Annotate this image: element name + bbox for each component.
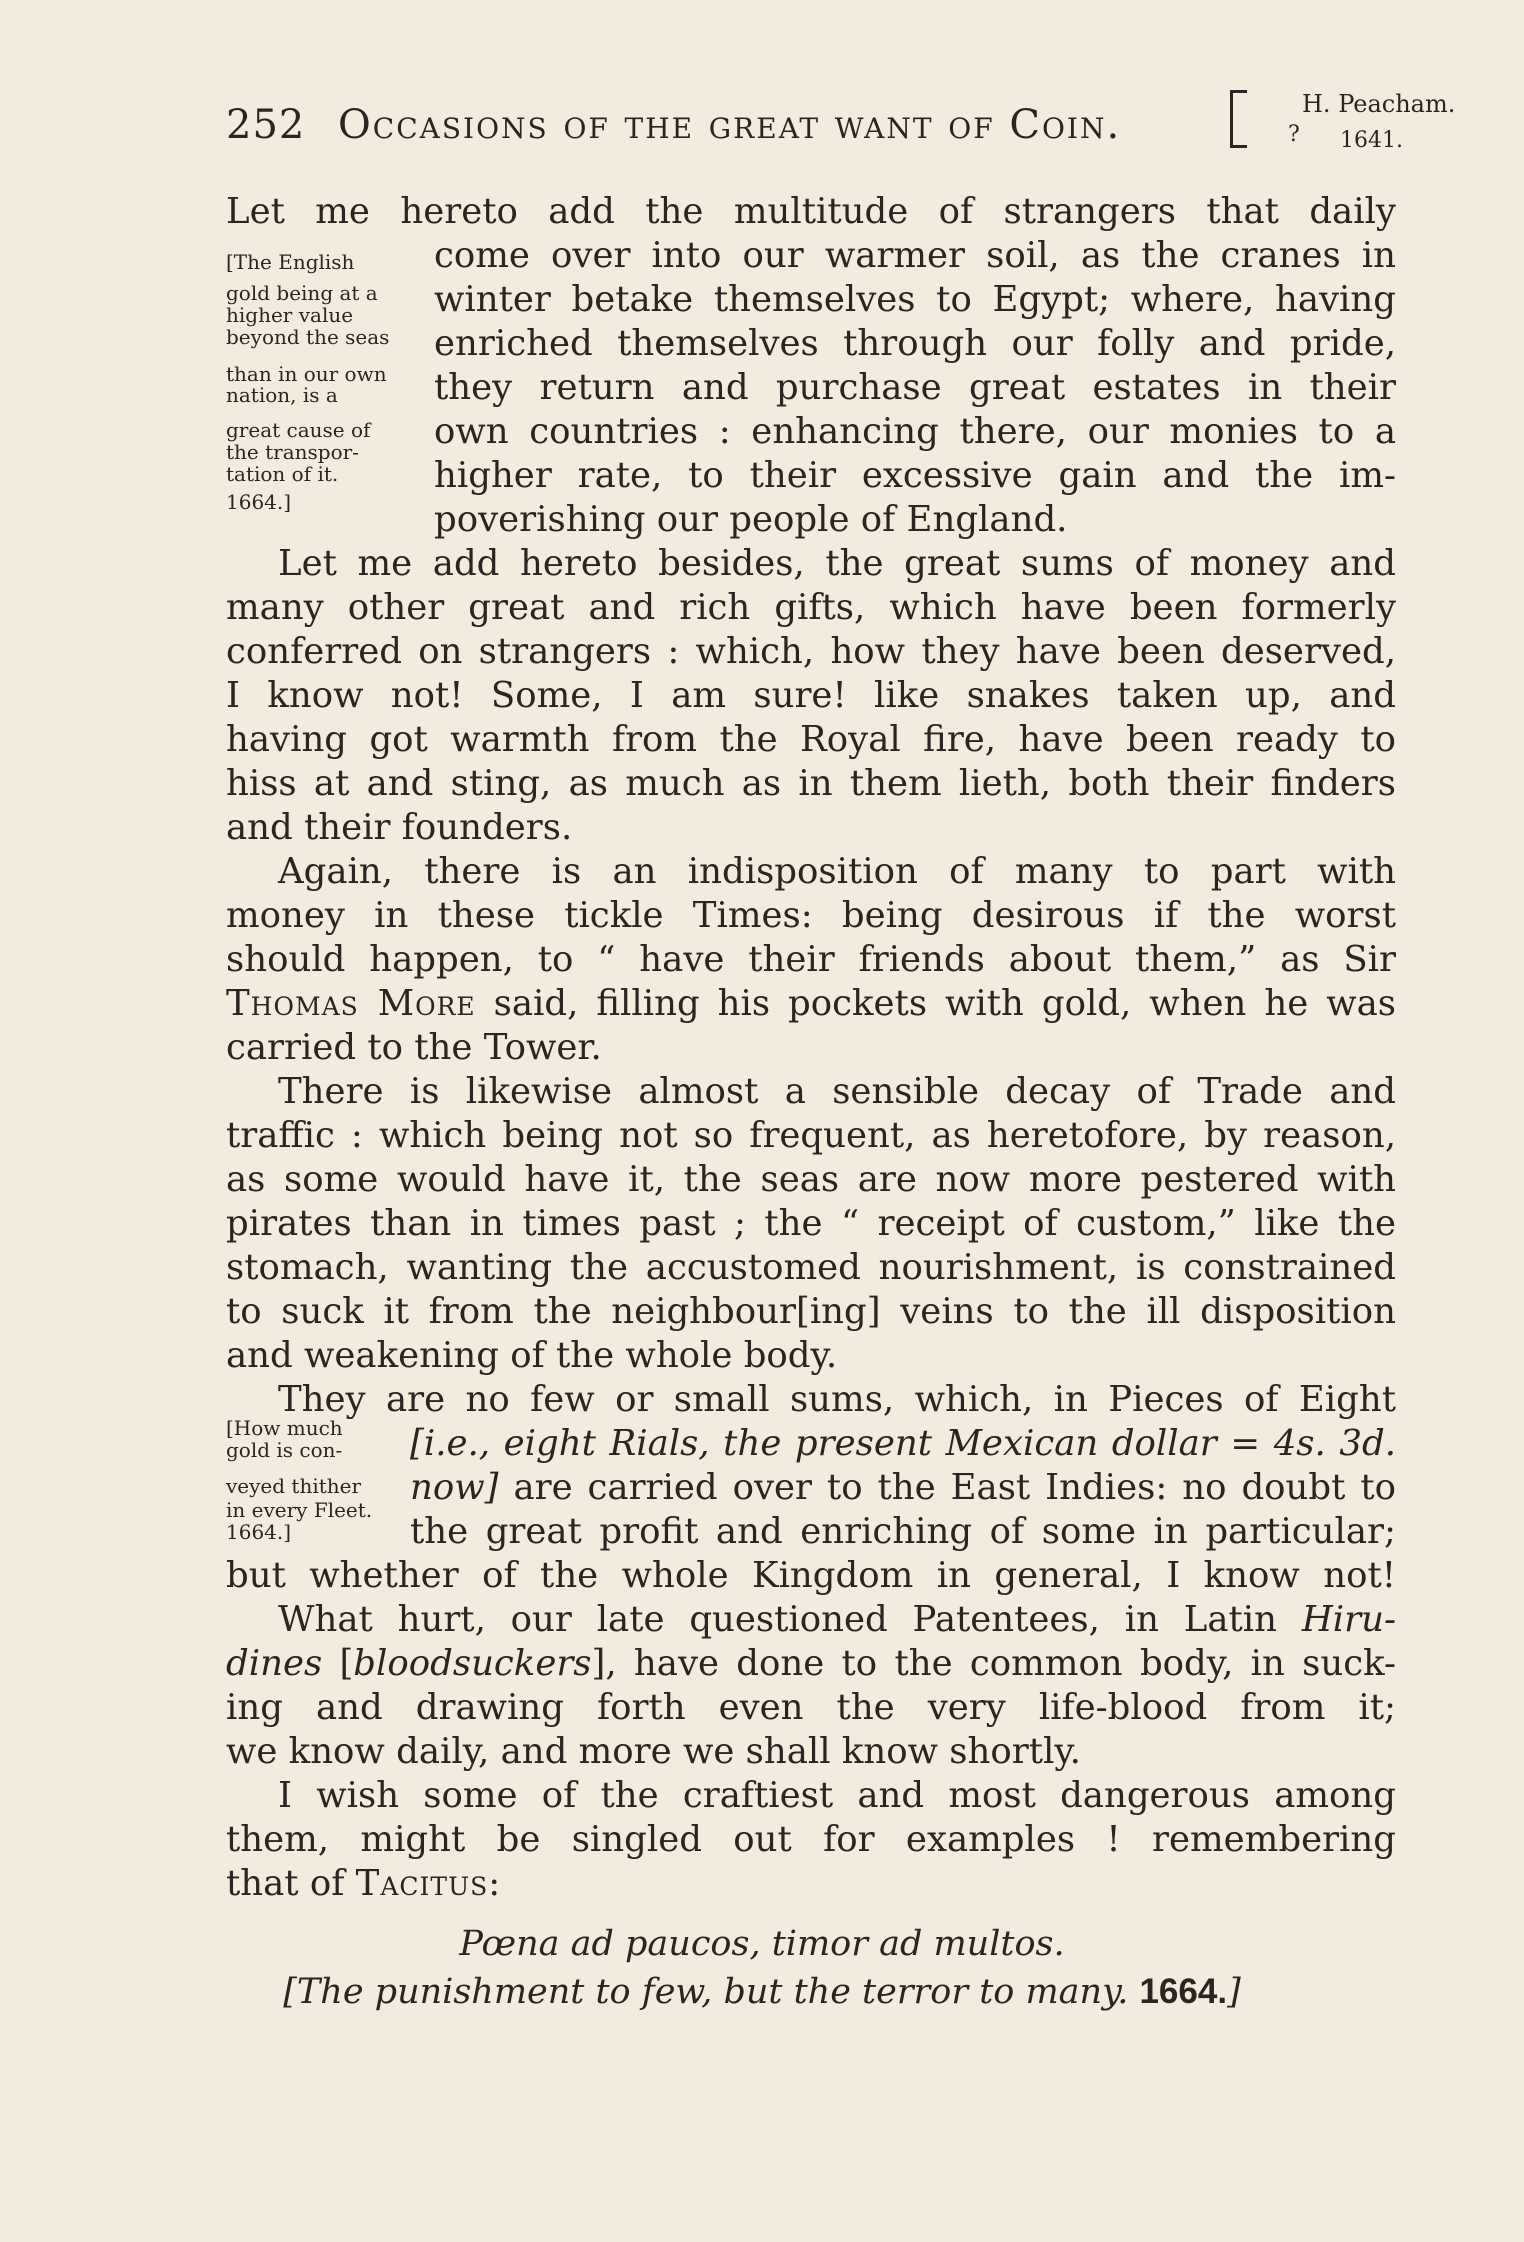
text-span: dines [226, 1643, 323, 1684]
text-line: come over into our warmer soil, as the cranes in [434, 235, 1396, 276]
sidenote-line: the transpor- [226, 440, 359, 464]
text-line: I wish some of the craftiest and most dangerous among [278, 1775, 1396, 1816]
sidenote-line: nation, is a [226, 383, 338, 407]
sidenote-line: great cause of [226, 418, 371, 442]
text-line: [i.e., eight Rials, the present Mexican dollar = 4s. 3d. [410, 1423, 1396, 1464]
author-year: 1641. [1340, 128, 1403, 153]
latin-quote: Pœna ad paucos, timor ad multos. [459, 1924, 1065, 1964]
text-span: bloodsuckers [353, 1643, 592, 1684]
running-title: Occasions of the great want of Coin. [338, 102, 1122, 148]
text-line: I know not! Some, I am sure! like snakes taken up, and [226, 675, 1396, 716]
sidenote-line: gold is con- [226, 1438, 343, 1462]
text-line: pirates than in times past ; the “ receipt of custom,” like the [226, 1203, 1396, 1244]
text-span: said, filling his pockets with gold, when he was [475, 983, 1396, 1024]
translation-year: 1664. [1139, 1972, 1228, 2011]
text-line: poverishing our people of England. [434, 499, 1068, 540]
text-line: traffic : which being not so frequent, as heretofore, by reason, [226, 1115, 1396, 1156]
text-line: higher rate, to their excessive gain and the im- [434, 455, 1396, 496]
text-line: own countries : enhancing there, our monies to a [434, 411, 1396, 452]
text-line: and weakening of the whole body. [226, 1335, 838, 1376]
text-line: as some would have it, the seas are now more pestered with [226, 1159, 1396, 1200]
text-line: conferred on strangers : which, how they have been deserved, [226, 631, 1396, 672]
text-line: There is likewise almost a sensible decay of Trade and [278, 1071, 1396, 1112]
text-line: they return and purchase great estates in their [434, 367, 1396, 408]
text-span: : [488, 1863, 501, 1904]
sidenote-line: beyond the seas [226, 325, 390, 349]
sidenote-line: [The English [226, 250, 355, 274]
text-span: [ [322, 1643, 354, 1684]
text-line: Let me hereto add the multitude of strangers that daily [226, 191, 1396, 232]
text-line: many other great and rich gifts, which have been formerly [226, 587, 1396, 628]
text-line: Again, there is an indisposition of many to part with [278, 851, 1396, 892]
sidenote-line: in every Fleet. [226, 1498, 373, 1522]
text-line [226, 1642, 1396, 1686]
text-line: stomach, wanting the accustomed nourishment, is constrained [226, 1247, 1396, 1288]
page-number: 252 [226, 102, 306, 148]
text-line [410, 1466, 1396, 1510]
sidenote-line: [How much [226, 1416, 343, 1440]
sidenote-line: gold being at a [226, 281, 378, 305]
text-line [226, 982, 1396, 1026]
text-line: ing and drawing forth even the very life-blood from it; [226, 1687, 1396, 1728]
text-line: should happen, to “ have their friends about them,” as Sir [226, 939, 1396, 980]
text-span: are carried over to the East Indies: no doubt to [498, 1467, 1396, 1508]
sidenote-line: veyed thither [226, 1474, 362, 1498]
text-line [226, 1598, 1396, 1642]
text-line: They are no few or small sums, which, in Pieces of Eight [278, 1379, 1396, 1420]
text-line: but whether of the whole Kingdom in general, I know not! [226, 1555, 1396, 1596]
sidenote-line: 1664.] [226, 1520, 292, 1544]
text-line: enriched themselves through our folly and pride, [434, 323, 1396, 364]
text-line [226, 1862, 500, 1906]
text-span: that of [226, 1863, 356, 1904]
text-line: Let me add hereto besides, the great sums of money and [278, 543, 1396, 584]
text-line: having got warmth from the Royal fire, have been ready to [226, 719, 1396, 760]
author-name: H. Peacham. [1302, 90, 1456, 118]
running-header [226, 84, 1456, 154]
header-bracket [1230, 90, 1247, 148]
translation-close: ] [1227, 1972, 1241, 2012]
sidenote-line: higher value [226, 303, 354, 327]
sidenote-line: tation of it. [226, 462, 339, 486]
text-span: What hurt, our late questioned Patentees, in Latin [278, 1599, 1302, 1640]
name-thomas-more: Thomas More [226, 983, 476, 1024]
text-line: carried to the Tower. [226, 1027, 602, 1068]
text-span: ], have done to the common body, in suck- [591, 1643, 1396, 1684]
text-line: them, might be singled out for examples ! remembering [226, 1819, 1396, 1860]
author-query: ? [1288, 122, 1300, 147]
text-line: hiss at and sting, as much as in them lieth, both their finders [226, 763, 1396, 804]
sidenote-line: 1664.] [226, 490, 292, 514]
text-line: winter betake themselves to Egypt; where, having [434, 279, 1396, 320]
text-line: we know daily, and more we shall know shortly. [226, 1731, 1081, 1772]
text-span: Hiru- [1301, 1599, 1396, 1640]
text-line: the great profit and enriching of some in particular; [410, 1511, 1396, 1552]
text-line: and their founders. [226, 807, 573, 848]
name-tacitus: Tacitus [355, 1863, 489, 1904]
translation-text: [The punishment to few, but the terror to many. [283, 1972, 1129, 2012]
text-line: to suck it from the neighbour[ing] veins to the ill disposition [226, 1291, 1396, 1332]
quote-translation [0, 1972, 1524, 2012]
sidenote-line: than in our own [226, 362, 387, 386]
text-span: now] [410, 1467, 499, 1508]
text-line: money in these tickle Times: being desirous if the worst [226, 895, 1396, 936]
